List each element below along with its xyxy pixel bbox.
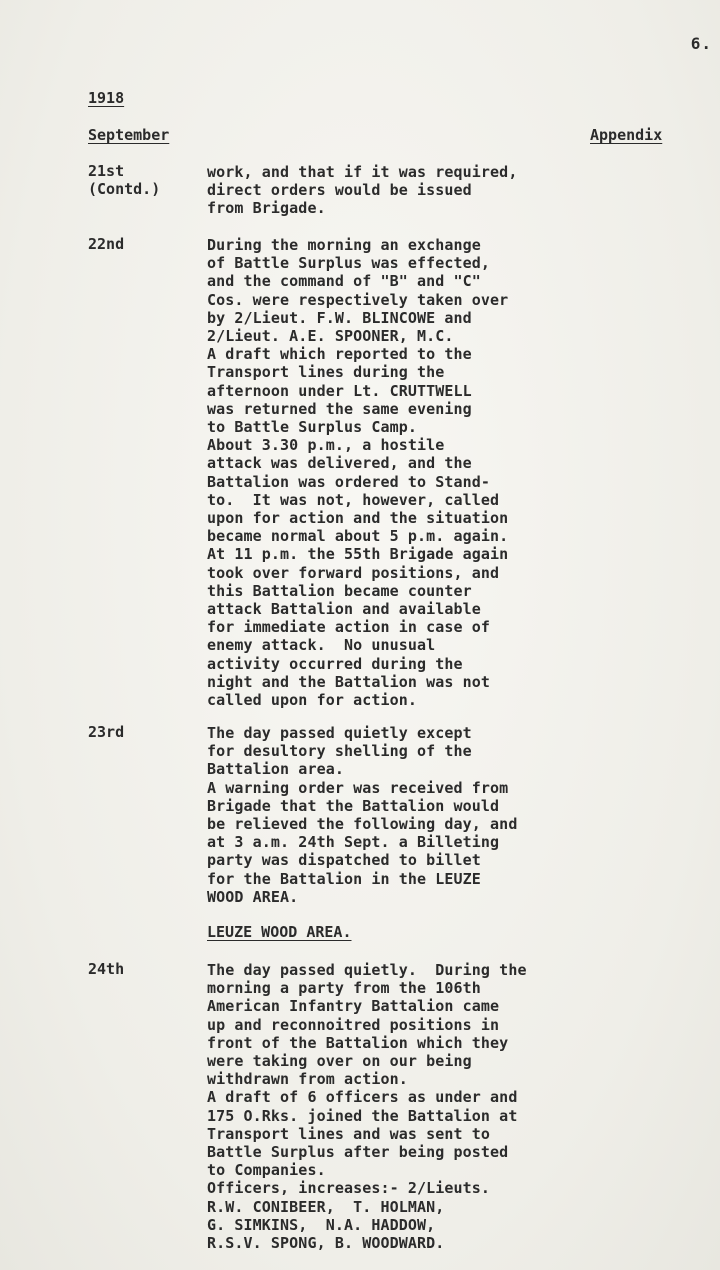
entry-text: The day passed quietly except for desultory shelling of the Battalion area. A warning order was received from Brigade that the Battalion would be relieved the following day, and at 3 a.m. 24th Sept. a Billeting party was dispatched to billet for the Battalion in the LEUZE WOOD AREA. (207, 724, 518, 906)
appendix-heading: Appendix (590, 126, 663, 144)
year-heading: 1918 (88, 89, 125, 107)
entry-text: During the morning an exchange of Battle Surplus was effected, and the command of "B" and "C" Cos. were respectively taken over by 2/Lieut. F.W. BLINCOWE and 2/Lieut. A.E. SPOONER, M.C. A draft which reported to the Transport lines during the afternoon under Lt. CRUTTWELL was returned the same evening to Battle Surplus Camp. About 3.30 p.m., a hostile attack was delivered, and the Battalion was ordered to Stand- to. It was not, however, called upon for action and the situation became normal about 5 p.m. again. At 11 p.m. the 55th Brigade again took over forward positions, and this Battalion became counter attack Battalion and available for immediate action in case of enemy attack. No unusual activity occurred during the night and the Battalion was not called upon for action. (207, 236, 509, 710)
entry-date: 23rd (88, 723, 125, 741)
entry-text: The day passed quietly. During the morning a party from the 106th American Infantry Battalion came up and reconnoitred positions in front of the Battalion which they were taking over on our being withdrawn from action. A draft of 6 officers as under and 175 O.Rks. joined the Battalion at Transport lines and was sent to Battle Surplus after being posted to Companies. Officers, increases:- 2/Lieuts. R.W. CONIBEER, T. HOLMAN, G. SIMKINS, N.A. HADDOW, R.S.V. SPONG, B. WOODWARD. (207, 961, 527, 1253)
month-heading: September (88, 126, 170, 144)
entry-date: 22nd (88, 235, 125, 253)
section-heading: LEUZE WOOD AREA. (207, 923, 352, 941)
entry-date: 24th (88, 960, 125, 978)
entry-date: 21st (Contd.) (88, 162, 161, 198)
entry-text: work, and that if it was required, direct orders would be issued from Brigade. (207, 163, 518, 218)
page-number: 6. (690, 34, 712, 53)
